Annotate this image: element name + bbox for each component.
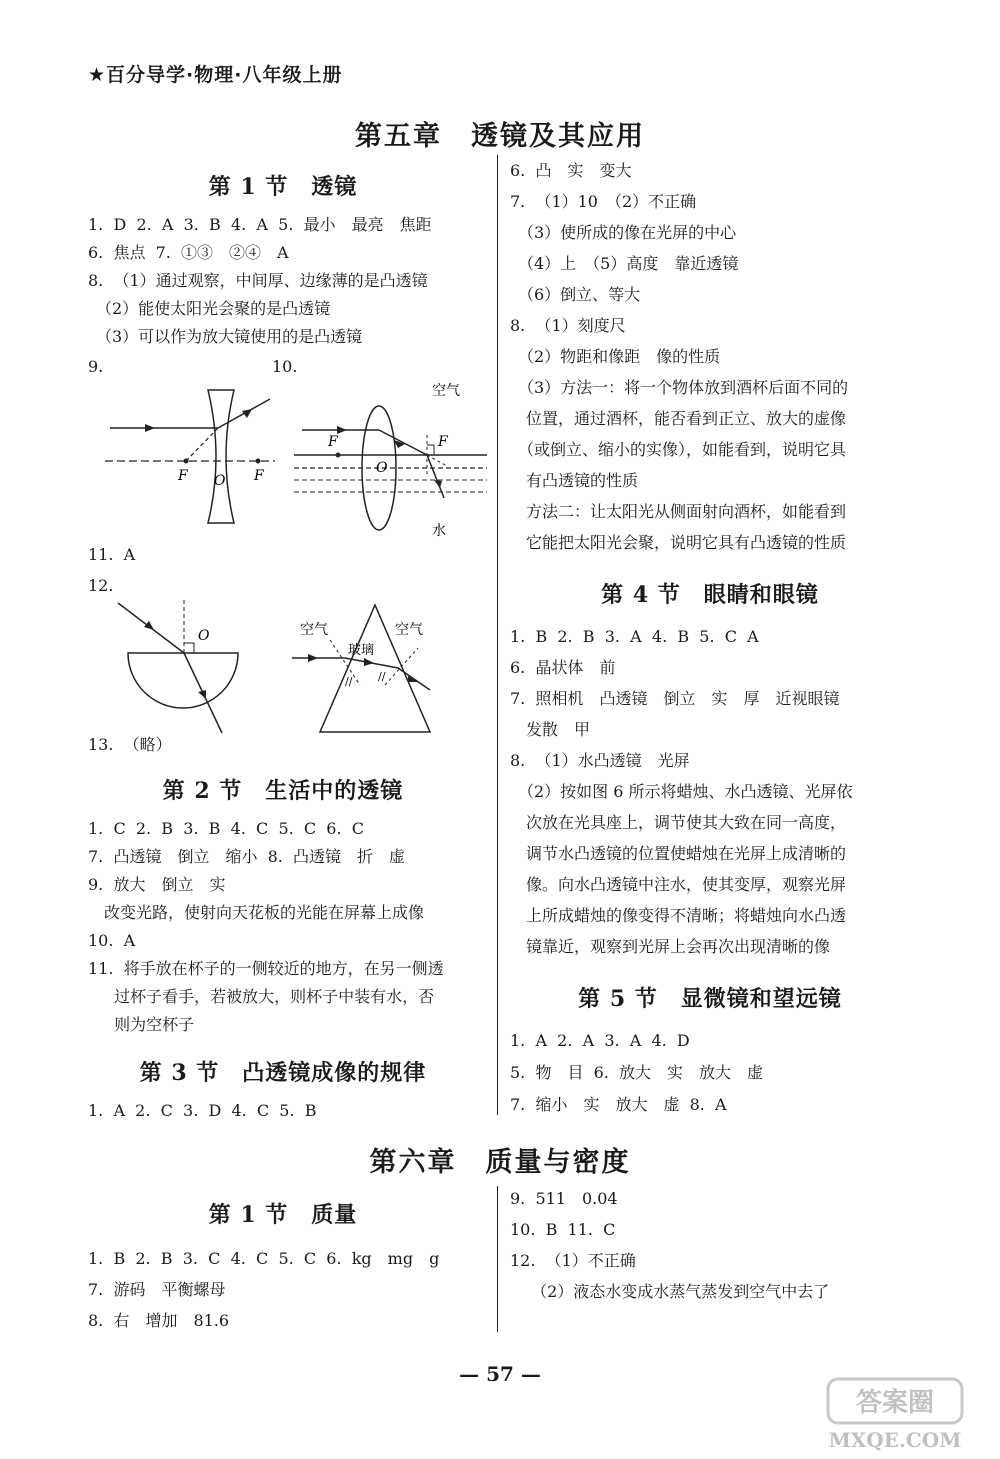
- column-divider: [497, 155, 498, 1115]
- ch6-section-1-title: 第 1 节 质量: [208, 1202, 358, 1228]
- answer-line: 9. 511 0.04: [510, 1189, 618, 1208]
- answer-line: 10. B 11. C: [510, 1220, 616, 1239]
- answer-line: 调节水凸透镜的位置使蜡烛在光屏上成清晰的: [510, 844, 847, 863]
- column-divider: [497, 1186, 498, 1332]
- answer-line: 1. A 2. C 3. D 4. C 5. B: [88, 1101, 317, 1120]
- answer-line: 次放在光具座上，调节使其大致在同一高度，: [510, 813, 847, 832]
- answer-line: 镜靠近，观察到光屏上会再次出现清晰的像: [510, 937, 831, 956]
- answer-line: 1. C 2. B 3. B 4. C 5. C 6. C: [88, 819, 364, 838]
- question-9-label: 9.: [88, 357, 104, 376]
- fig9-focus-right-label: F: [254, 468, 264, 484]
- answer-line: （2）能使太阳光会聚的是凸透镜: [88, 299, 331, 318]
- fig10-center-label: O: [376, 460, 388, 476]
- ch5-section-4-title: 第 4 节 眼睛和眼镜: [601, 582, 819, 608]
- answer-line: 1. A 2. A 3. A 4. D: [510, 1031, 690, 1050]
- answer-line: 8. 右 增加 81.6: [88, 1311, 230, 1330]
- fig12a-point-label: O: [198, 628, 210, 644]
- answer-line: （3）方法一：将一个物体放到酒杯后面不同的: [510, 378, 849, 397]
- answer-line: 改变光路，使射向天花板的光能在屏幕上成像: [88, 903, 425, 922]
- answer-line: （或倒立、缩小的实像），如能看到，说明它具: [510, 440, 847, 459]
- answer-line: 5. 物 目 6. 放大 实 放大 虚: [510, 1063, 764, 1082]
- answer-line: （2）物距和像距 像的性质: [510, 347, 721, 366]
- answer-line: 8. （1）水凸透镜 光屏: [510, 751, 690, 770]
- answer-line: 则为空杯子: [88, 1015, 195, 1034]
- answer-line: 7. 凸透镜 倒立 缩小 8. 凸透镜 折 虚: [88, 847, 406, 866]
- answer-line: 过杯子看手，若被放大，则杯子中装有水，否: [88, 987, 435, 1006]
- answer-line: 11. 将手放在杯子的一侧较近的地方，在另一侧透: [88, 959, 444, 978]
- answer-line: 6. 焦点 7. ①③ ②④ A: [88, 243, 289, 262]
- fig10-air-label: 空气: [432, 383, 460, 399]
- answer-line: 8. （1）通过观察，中间厚、边缘薄的是凸透镜: [88, 271, 428, 290]
- chapter-5-title: 第五章 透镜及其应用: [355, 121, 645, 152]
- answer-line: 有凸透镜的性质: [510, 471, 639, 490]
- answer-line: 8. （1）刻度尺: [510, 316, 626, 335]
- svg-text://: //: [345, 675, 353, 688]
- answer-line: 1. D 2. A 3. B 4. A 5. 最小 最亮 焦距: [88, 215, 432, 234]
- answer-line: （3）使所成的像在光屏的中心: [510, 223, 737, 242]
- fig10-focus-left-label: F: [328, 434, 338, 450]
- answer-line: 9. 放大 倒立 实: [88, 875, 226, 894]
- fig10-focus-right-label: F: [438, 434, 448, 450]
- answer-line: （6）倒立、等大: [510, 285, 641, 304]
- answer-line: 7. 照相机 凸透镜 倒立 实 厚 近视眼镜: [510, 689, 840, 708]
- fig9-center-label: O: [214, 473, 226, 489]
- answer-line: 6. 晶状体 前: [510, 658, 616, 677]
- answer-line: （3）可以作为放大镜使用的是凸透镜: [88, 327, 363, 346]
- fig12b-air-left-label: 空气: [300, 622, 328, 638]
- answer-line: （2）液态水变成水蒸气蒸发到空气中去了: [510, 1282, 830, 1301]
- chapter-6-title: 第六章 质量与密度: [369, 1147, 631, 1178]
- answer-line: 12. （1）不正确: [510, 1251, 636, 1270]
- answer-line: 10. A: [88, 931, 136, 950]
- ch5-section-1-title: 第 1 节 透镜: [208, 174, 358, 200]
- answer-line: 位置，通过酒杯，能否看到正立、放大的虚像: [510, 409, 847, 428]
- answer-line: （4）上 （5）高度 靠近透镜: [510, 254, 739, 273]
- svg-text:MXQE.COM: MXQE.COM: [828, 1428, 962, 1452]
- answer-line: 上所成蜡烛的像变得不清晰；将蜡烛向水凸透: [510, 906, 847, 925]
- svg-text://: //: [378, 670, 386, 683]
- answer-line: 1. B 2. B 3. A 4. B 5. C A: [510, 627, 759, 646]
- answer-line: 方法二：让太阳光从侧面射向酒杯，如能看到: [510, 502, 847, 521]
- ch5-section-3-title: 第 3 节 凸透镜成像的规律: [139, 1060, 427, 1086]
- answer-line: 它能把太阳光会聚，说明它具有凸透镜的性质: [510, 533, 847, 552]
- ch5-section-5-title: 第 5 节 显微镜和望远镜: [578, 986, 842, 1012]
- semicircle-refraction-diagram: [110, 595, 250, 740]
- answer-line: 7. 游码 平衡螺母: [88, 1280, 226, 1299]
- answer-line: 7. （1）10 （2）不正确: [510, 192, 697, 211]
- watermark-logo: [820, 1375, 970, 1455]
- answer-line: 6. 凸 实 变大: [510, 161, 632, 180]
- answer-line: 11. A: [88, 545, 136, 564]
- book-header: ★百分导学·物理·八年级上册: [88, 64, 343, 86]
- answer-line: 像。向水凸透镜中注水，使其变厚，观察光屏: [510, 875, 847, 894]
- convex-lens-water-diagram: [292, 380, 492, 545]
- fig12b-glass-label: 玻璃: [348, 643, 375, 658]
- concave-lens-diagram: [100, 385, 280, 525]
- question-12-label: 12.: [88, 576, 114, 595]
- fig10-water-label: 水: [432, 523, 446, 539]
- answer-line: 发散 甲: [510, 720, 591, 739]
- prism-refraction-diagram: [290, 600, 460, 740]
- answer-line: 13. （略）: [88, 735, 172, 754]
- answer-line: 1. B 2. B 3. C 4. C 5. C 6. kg mg g: [88, 1249, 440, 1268]
- answer-line: （2）按如图 6 所示将蜡烛、水凸透镜、光屏依: [510, 782, 853, 801]
- question-10-label: 10.: [272, 357, 298, 376]
- fig9-focus-left-label: F: [178, 468, 188, 484]
- answer-line: 7. 缩小 实 放大 虚 8. A: [510, 1095, 727, 1114]
- fig12b-air-right-label: 空气: [395, 622, 423, 638]
- ch5-section-2-title: 第 2 节 生活中的透镜: [162, 778, 404, 804]
- svg-text:答案圈: 答案圈: [855, 1388, 935, 1418]
- page-number: — 57 —: [459, 1362, 541, 1386]
